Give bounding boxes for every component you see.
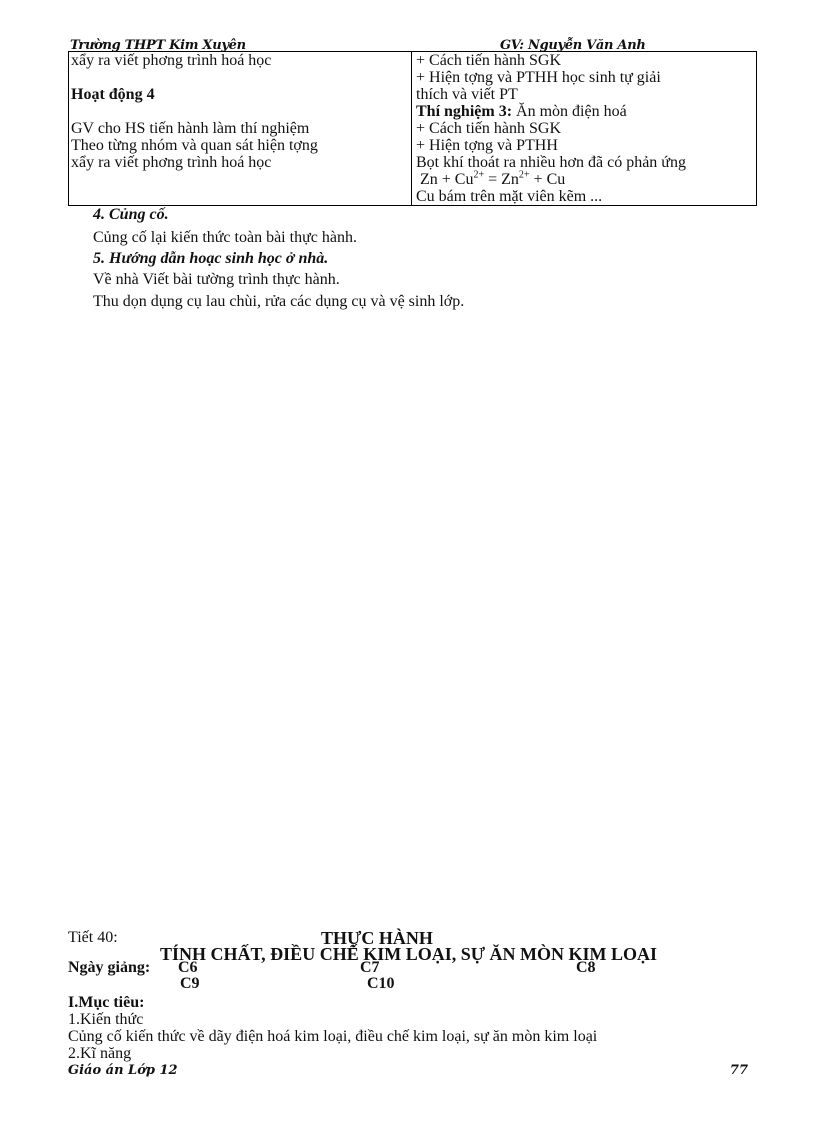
class-c8: C8 [576, 959, 596, 976]
table-text: xẩy ra viết phơng trình hoá học [71, 52, 272, 69]
table-text: thích và viết PT [416, 86, 518, 103]
section-5-title: 5. Hướng dẫn hoạc sinh học ở nhà. [93, 250, 329, 267]
class-c7: C7 [360, 959, 380, 976]
table-text: xẩy ra viết phơng trình hoá học [71, 154, 272, 171]
table-text: Bọt khí thoát ra nhiều hơn đã có phản ứng [416, 154, 686, 171]
reaction-equation: $Zn + Cu^{2+} = Zn^{2+} + Cu$ [420, 169, 566, 188]
date-label: Ngày giảng: [68, 959, 151, 976]
class-c9: C9 [180, 975, 200, 992]
lesson-title: THỰC HÀNH [321, 928, 433, 948]
knowledge-text: Củng cố kiến thức về dãy điện hoá kim loại, điều chế kim loại, sự ăn mòn kim loại [68, 1028, 598, 1045]
experiment-label: Thí nghiệm 3: [416, 103, 513, 120]
page-number: 77 [729, 1063, 748, 1078]
table-text: + Hiện tợng và PTHH học sinh tự giải [416, 69, 661, 86]
table-text: GV cho HS tiến hành làm thí nghiệm [71, 120, 310, 137]
table-text: Theo từng nhóm và quan sát hiện tợng [71, 137, 318, 154]
header-teacher: GV: Nguyễn Văn Anh [500, 38, 646, 53]
section-4-text: Củng cố lại kiến thức toàn bài thực hành. [93, 229, 357, 246]
table-text: + Hiện tợng và PTHH [416, 137, 558, 154]
header-school: Trường THPT Kim Xuyên [70, 38, 246, 53]
table-text: + Cách tiến hành SGK [416, 52, 561, 69]
experiment-text: Ăn mòn điện hoá [512, 103, 627, 120]
table-text: + Cách tiến hành SGK [416, 120, 561, 137]
table-left-cell [69, 52, 412, 206]
footer-course: Giáo án Lớp 12 [68, 1063, 178, 1078]
knowledge-heading: 1.Kiến thức [68, 1011, 144, 1028]
class-c10: C10 [367, 975, 395, 992]
section-4-title: 4. Củng cố. [93, 206, 169, 223]
lesson-subtitle: TÍNH CHẤT, ĐIỀU CHẾ KIM LOẠI, SỰ ĂN MÒN KIM LOẠI [160, 944, 658, 964]
table-text: Cu bám trên mặt viên kẽm ... [416, 188, 603, 205]
experiment-heading [416, 103, 756, 120]
page-footer [68, 1063, 748, 1078]
section-5-text: Thu dọn dụng cụ lau chùi, rửa các dụng cụ và vệ sinh lớp. [93, 293, 465, 310]
objectives-title: I.Mục tiêu: [68, 994, 145, 1011]
table-right-cell [412, 52, 757, 206]
class-c6: C6 [178, 959, 198, 976]
lesson-period: Tiết 40: [68, 929, 118, 946]
activity-title: Hoạt động 4 [71, 86, 155, 103]
page-header [68, 38, 756, 52]
skills-heading: 2.Kĩ năng [68, 1045, 132, 1062]
section-5-text: Về nhà Viết bài tường trình thực hành. [93, 271, 340, 288]
activity-table [68, 51, 757, 206]
